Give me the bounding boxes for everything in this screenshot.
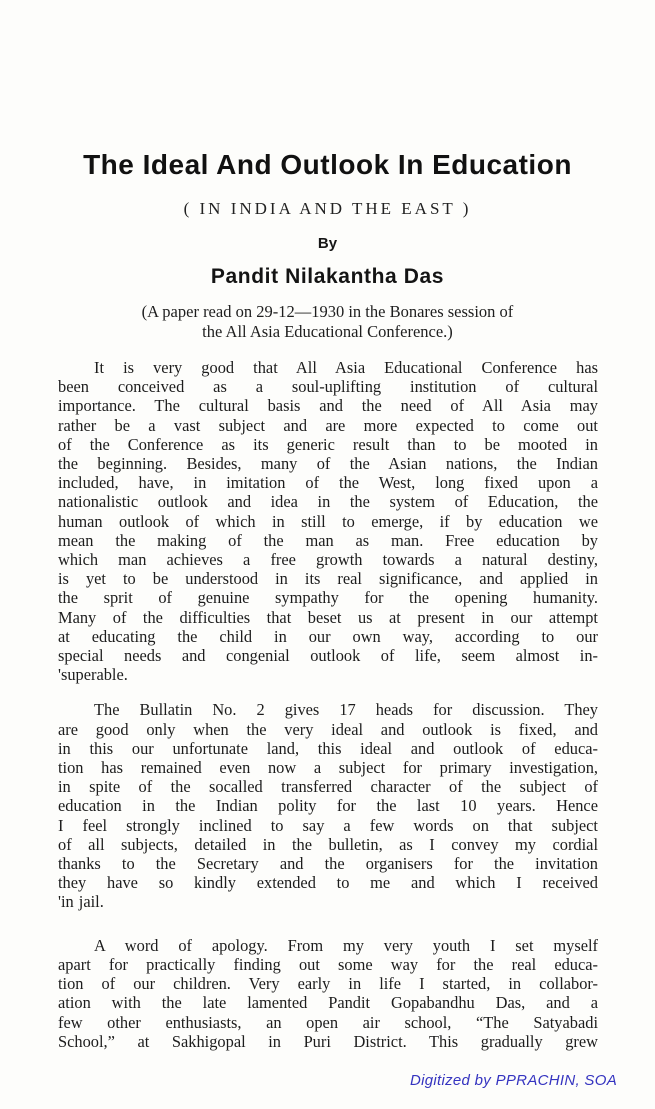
- text-line: nationalistic outlook and idea in the system of Education, the: [58, 492, 598, 512]
- author-name: Pandit Nilakantha Das: [210, 265, 445, 288]
- text-line: ation with the late lamented Pandit Gopabandhu Das, and a: [58, 993, 598, 1013]
- text-line: are good only when the very ideal and outlook is fixed, and: [58, 719, 598, 739]
- paper-note-line-2: the All Asia Educational Conference.): [202, 322, 453, 341]
- paragraph: [58, 358, 598, 684]
- byline-label: By: [317, 235, 338, 252]
- document-subtitle: ( IN INDIA AND THE EAST ): [183, 199, 472, 218]
- text-line: apart for practically finding out some way for the real educa-: [58, 954, 598, 974]
- text-line: few other enthusiasts, an open air school, “The Satyabadi: [58, 1012, 598, 1032]
- paper-note-line-1: (A paper read on 29-12—1930 in the Bonares session of: [141, 302, 514, 321]
- document-title: The Ideal And Outlook In Education: [83, 149, 572, 180]
- text-line: which man achieves a free growth towards a natural destiny,: [58, 550, 598, 570]
- text-line: human outlook of which in still to emerge, if by education we: [58, 511, 598, 531]
- text-line: they have so kindly extended to me and which I received: [58, 873, 598, 893]
- text-line: the beginning. Besides, many of the Asian nations, the Indian: [58, 454, 598, 474]
- text-line: 'superable.: [58, 665, 128, 685]
- text-line: is yet to be understood in its real significance, and applied in: [58, 569, 598, 589]
- text-line: rather be a vast subject and are more expected to come out: [58, 415, 598, 435]
- text-line: mean the making of the man as man. Free education by: [58, 530, 598, 550]
- text-line: It is very good that All Asia Educational Conference has: [94, 358, 598, 377]
- text-line: I feel strongly inclined to say a few words on that subject: [58, 815, 598, 835]
- text-line: in spite of the socalled transferred character of the subject of: [58, 777, 598, 797]
- text-line: thanks to the Secretary and the organisers for the invitation: [58, 854, 598, 874]
- text-line: the sprit of genuine sympathy for the opening humanity.: [58, 588, 598, 608]
- text-line: at educating the child in our own way, according to our: [58, 626, 598, 646]
- text-line: included, have, in imitation of the West, long fixed upon a: [58, 473, 598, 493]
- text-line: 'in jail.: [58, 892, 104, 912]
- document-body: [58, 358, 598, 1051]
- text-line: School,” at Sakhigopal in Puri District. This gradually grew: [58, 1031, 598, 1051]
- paragraph: [58, 936, 598, 1051]
- text-line: special needs and congenial outlook of life, seem almost in-: [58, 646, 598, 666]
- paragraph: [58, 700, 598, 911]
- text-line: importance. The cultural basis and the need of All Asia may: [58, 396, 598, 416]
- text-line: The Bullatin No. 2 gives 17 heads for discussion. They: [94, 700, 598, 720]
- text-line: tion has remained even now a subject for primary investigation,: [58, 758, 598, 778]
- text-line: Many of the difficulties that beset us at present in our attempt: [58, 607, 598, 627]
- text-line: education in the Indian polity for the last 10 years. Hence: [58, 796, 598, 816]
- text-line: tion of our children. Very early in life I started, in collabor-: [58, 974, 598, 994]
- paper-note: [0, 302, 655, 342]
- text-line: of the Conference as its generic result than to be mooted in: [58, 434, 598, 454]
- digitization-watermark: Digitized by PPRACHIN, SOA: [409, 1072, 617, 1089]
- text-line: A word of apology. From my very youth I set myself: [94, 935, 598, 955]
- text-line: in this our unfortunate land, this ideal and outlook of educa-: [58, 738, 598, 758]
- text-line: been conceived as a soul-uplifting institution of cultural: [58, 377, 598, 397]
- text-line: of all subjects, detailed in the bulletin, as I convey my cordial: [58, 834, 598, 854]
